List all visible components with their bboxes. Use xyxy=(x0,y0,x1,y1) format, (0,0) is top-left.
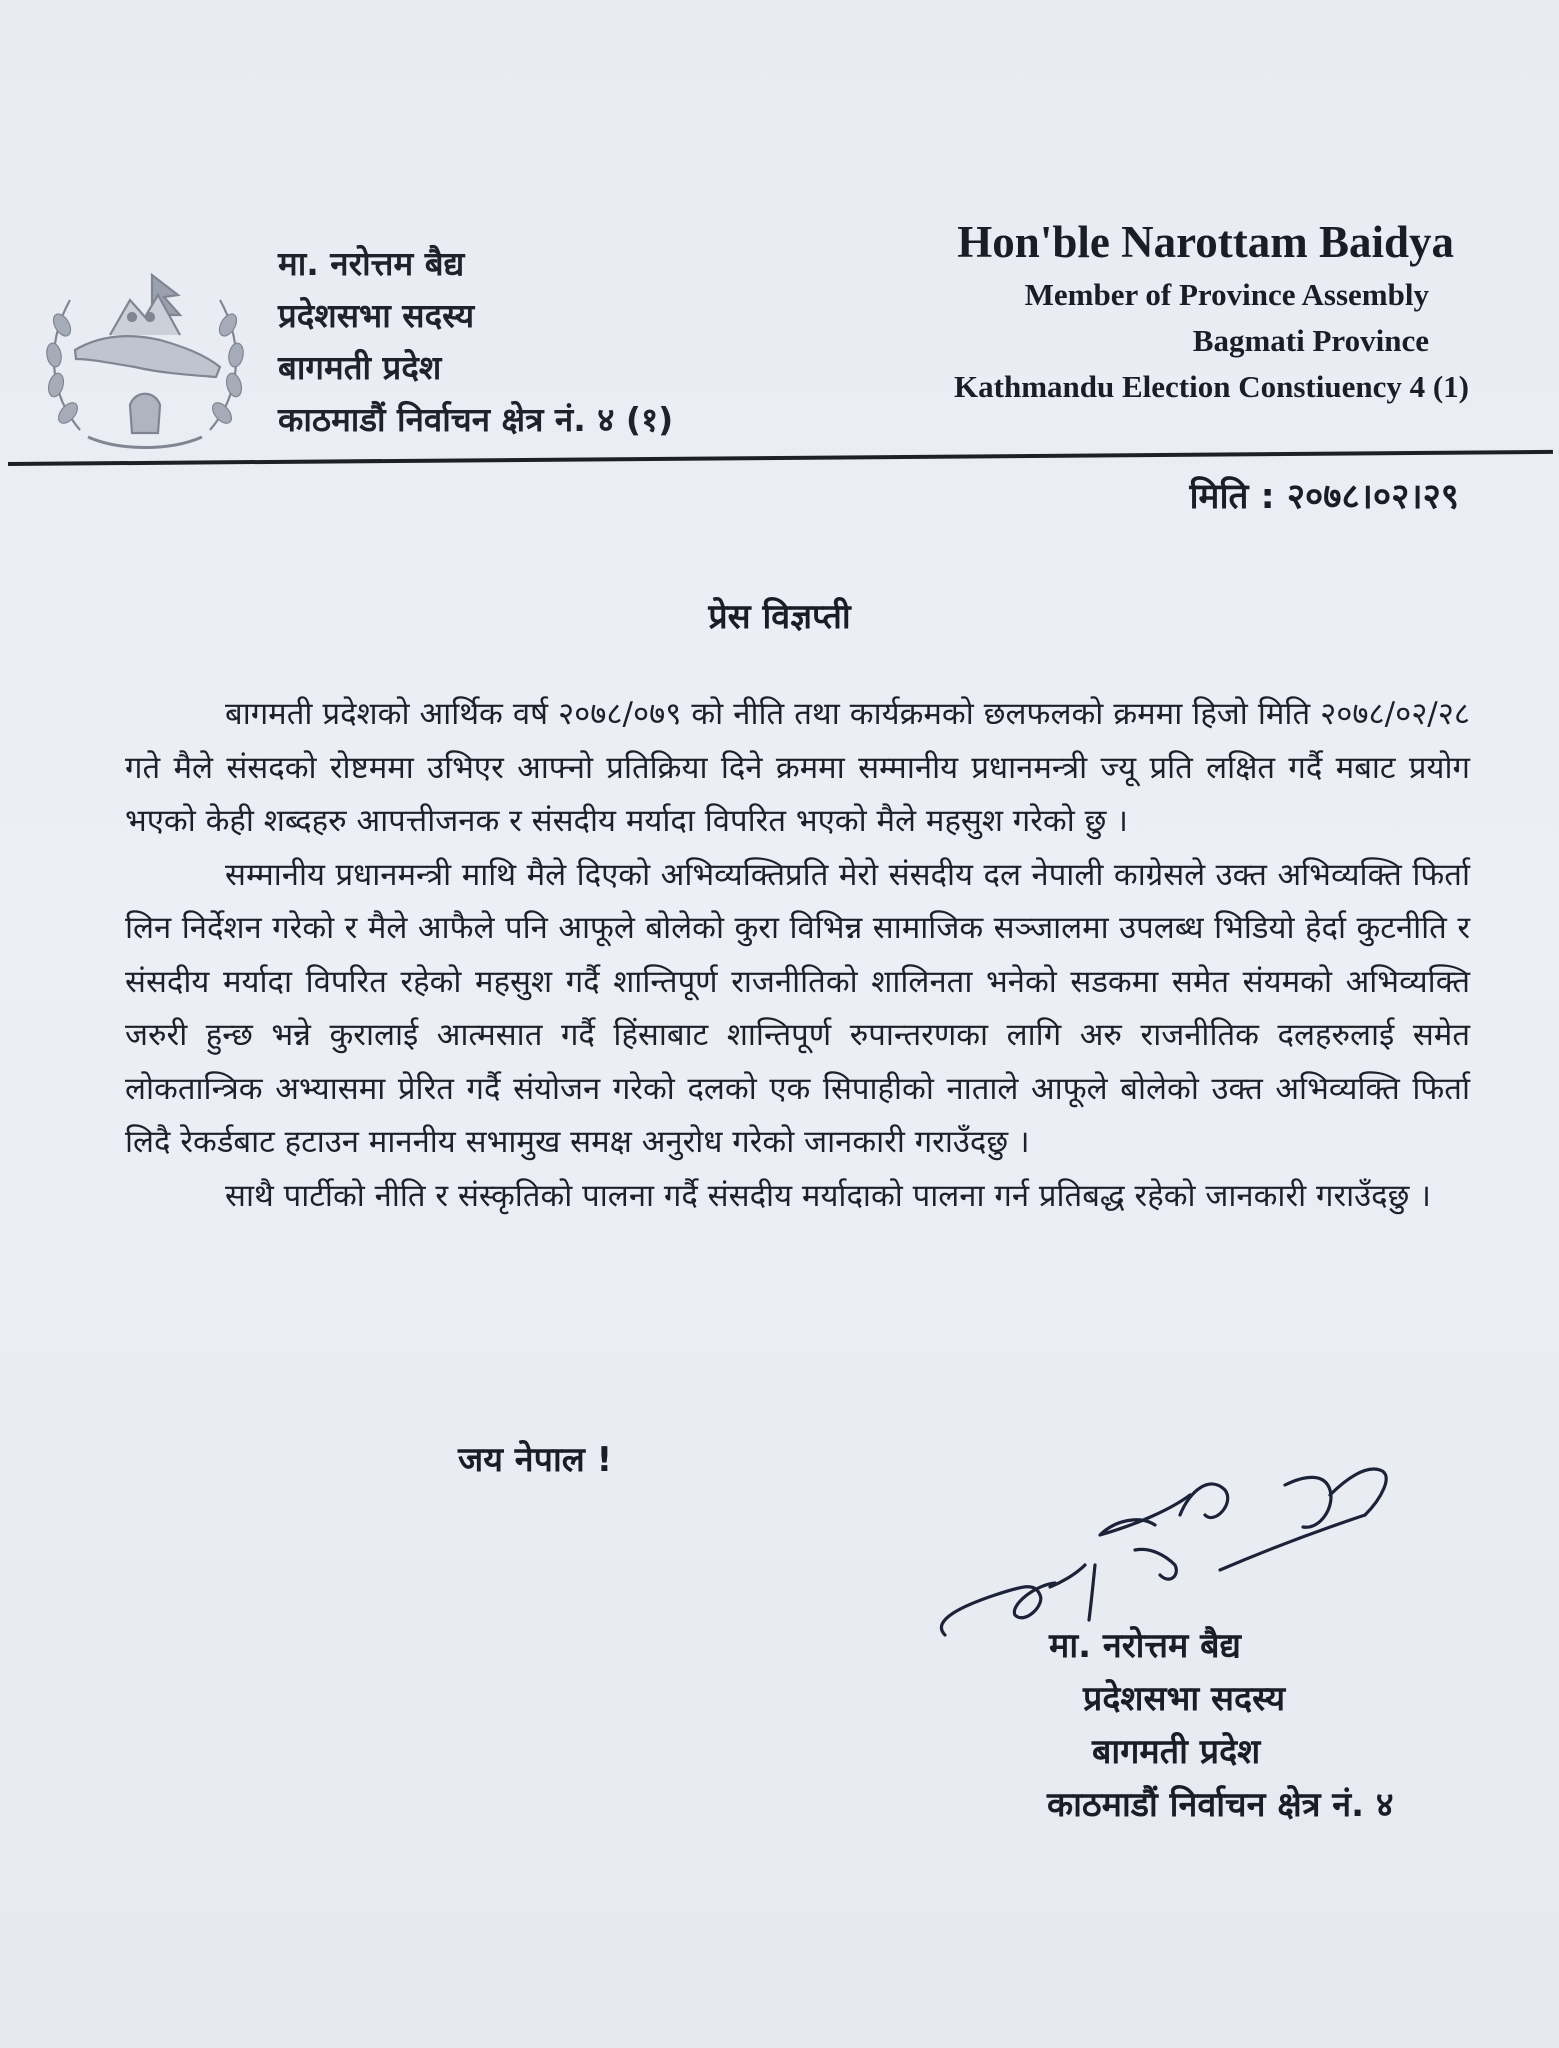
letterhead-title: प्रदेशसभा सदस्य xyxy=(278,296,475,335)
signatory-block xyxy=(949,1620,1469,1832)
signatory-constituency: काठमाडौं निर्वाचन क्षेत्र नं. ४ xyxy=(1047,1785,1394,1825)
nepali-letterhead xyxy=(278,238,818,446)
body-paragraph: साथै पार्टीको नीति र संस्कृतिको पालना गर्दै संसदीय मर्यादाको पालना गर्न प्रतिबद्ध रहेको जानकारी गराउँदछु । xyxy=(225,1177,1431,1214)
letterhead-english-name: Hon'ble Narottam Baidya xyxy=(957,217,1454,267)
signatory-province: बागमती प्रदेश xyxy=(1092,1732,1261,1772)
document-body xyxy=(125,688,1470,1223)
letterhead-english-province: Bagmati Province xyxy=(1192,323,1429,358)
letterhead-english-constituency: Kathmandu Election Constiuency 4 (1) xyxy=(954,369,1469,404)
closing-salutation: जय नेपाल ! xyxy=(458,1440,613,1480)
letterhead-province: बागमती प्रदेश xyxy=(278,348,442,387)
signatory-name: मा. नरोत्तम बैद्य xyxy=(1049,1626,1241,1666)
signatory-title: प्रदेशसभा सदस्य xyxy=(1083,1679,1286,1719)
nepal-emblem-icon xyxy=(40,255,250,460)
body-paragraph: सम्मानीय प्रधानमन्त्री माथि मैले दिएको अभिव्यक्तिप्रति मेरो संसदीय दल नेपाली काग्रेसले उक्त अभिव्यक्ति फिर्ता लिन निर्देशन गरेको र मैले आफैले पनि आफूले बोलेको कुरा विभिन्न सामाजिक सञ्जालमा उपलब्ध भिडियो हेर्दा कुटनीति र संसदीय मर्यादा विपरित रहेको महसुश गर्दै शान्तिपूर्ण राजनीतिको शालिनता भनेको सडकमा समेत संयमको अभिव्यक्ति जरुरी हुन्छ भन्ने कुरालाई आत्मसात गर्दै हिंसाबाट शान्तिपूर्ण रुपान्तरणका लागि अरु राजनीतिक दलहरुलाई समेत लोकतान्त्रिक अभ्यासमा प्रेरित गर्दै संयोजन गरेको दलको एक सिपाहीको नाताले आफूले बोलेको उक्त अभिव्यक्ति फिर्ता लिदै रेकर्डबाट हटाउन माननीय सभामुख समक्ष अनुरोध गरेको जानकारी गराउँदछु । xyxy=(125,856,1470,1160)
body-paragraph: बागमती प्रदेशको आर्थिक वर्ष २०७८/०७९ को नीति तथा कार्यक्रमको छलफलको क्रममा हिजो मिति २०७८/०२/२८ गते मैले संसदको रोष्टममा उभिएर आफ्नो प्रतिक्रिया दिने क्रममा सम्मानीय प्रधानमन्त्री ज्यू प्रति लक्षित गर्दै मबाट प्रयोग भएको केही शब्दहरु आपत्तीजनक र संसदीय मर्यादा विपरित भएको मैले महसुश गरेको छु । xyxy=(125,696,1470,839)
letterhead-english-title: Member of Province Assembly xyxy=(1024,277,1429,312)
document-heading: प्रेस विज्ञप्ती xyxy=(708,597,851,637)
document-date: मिति : २०७८।०२।२९ xyxy=(1189,477,1459,517)
english-letterhead xyxy=(774,212,1469,410)
letterhead-constituency: काठमाडौं निर्वाचन क्षेत्र नं. ४ (१) xyxy=(278,400,674,439)
letterhead-name: मा. नरोत्तम बैद्य xyxy=(278,244,465,283)
